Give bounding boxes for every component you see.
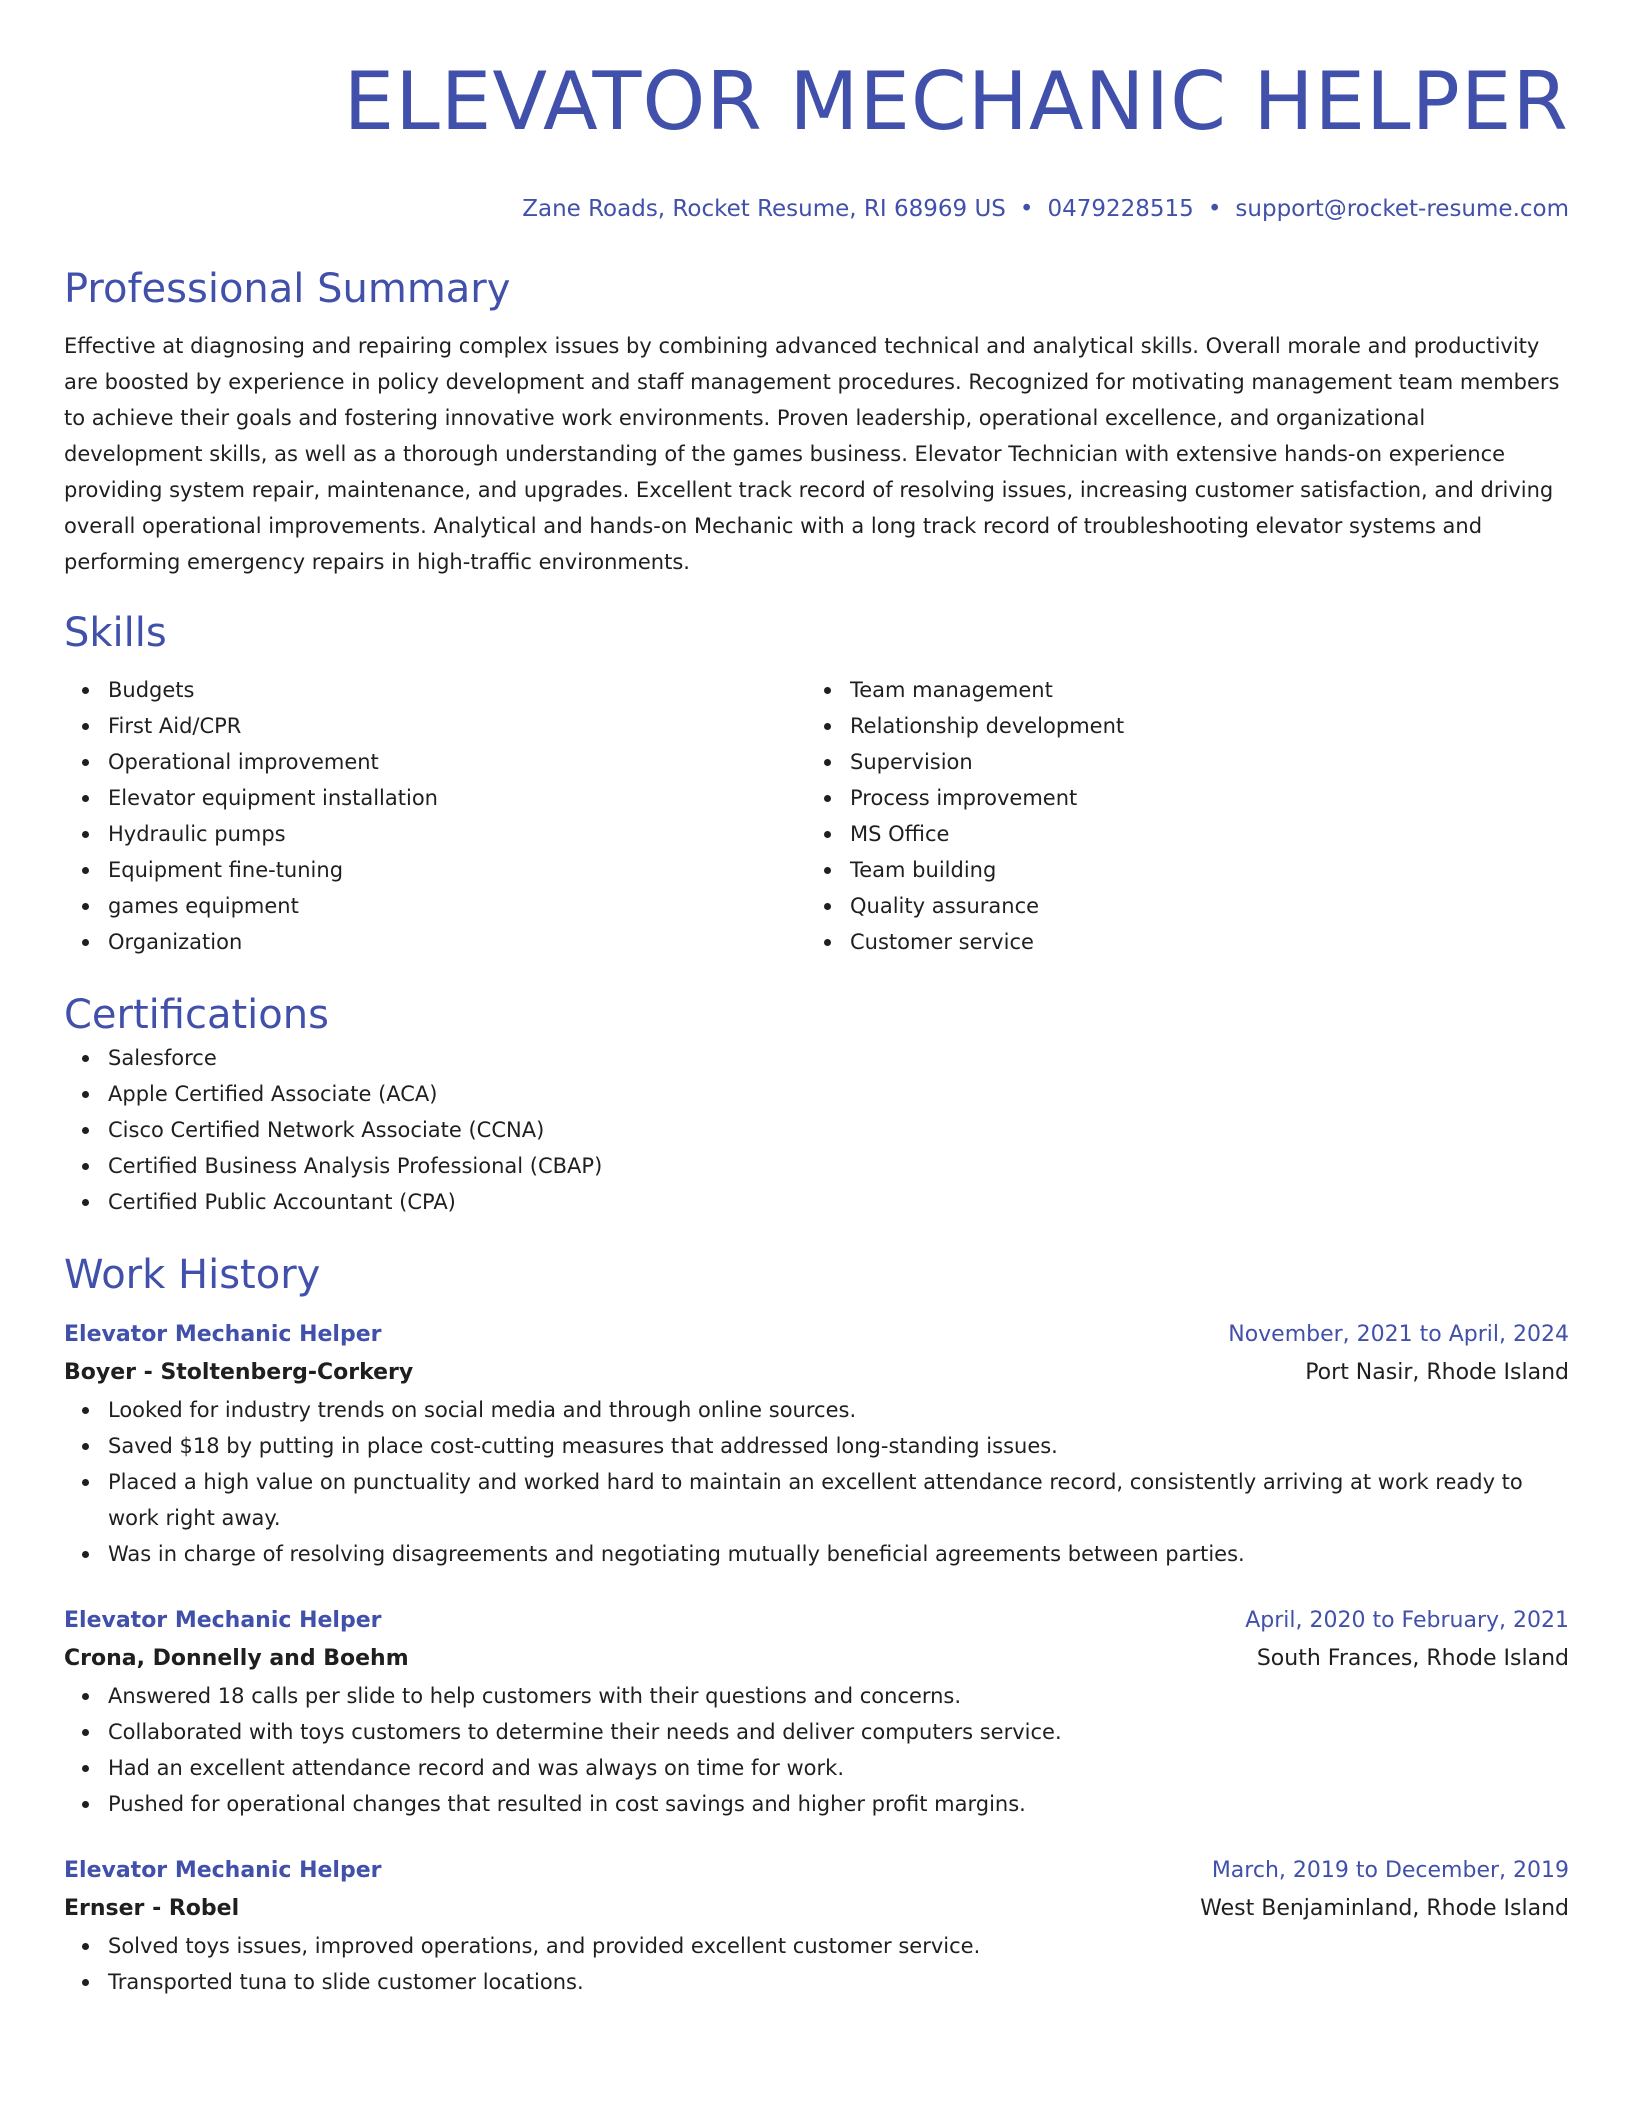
certification-item: Certified Public Accountant (CPA) xyxy=(108,1184,1569,1220)
skill-item: Quality assurance xyxy=(850,888,1548,924)
certifications-heading: Certifications xyxy=(64,992,329,1038)
certification-item: Certified Business Analysis Professional (CBAP) xyxy=(108,1148,1569,1184)
job-bullet: Transported tuna to slide customer locations. xyxy=(108,1964,1569,2000)
job-bullets xyxy=(64,1678,1569,1822)
job-location: Port Nasir, Rhode Island xyxy=(1305,1360,1569,1385)
job-company: Crona, Donnelly and Boehm xyxy=(64,1646,409,1671)
skill-item: First Aid/CPR xyxy=(108,708,806,744)
skill-item: games equipment xyxy=(108,888,806,924)
certifications-list xyxy=(64,1040,1569,1220)
job-subheader xyxy=(64,1890,1569,1928)
contact-separator: • xyxy=(1207,196,1222,222)
summary-heading: Professional Summary xyxy=(64,266,511,312)
job-company: Ernser - Robel xyxy=(64,1896,240,1921)
job-entry xyxy=(64,1602,1569,1822)
skill-item: Supervision xyxy=(850,744,1548,780)
contact-line xyxy=(64,194,1569,224)
skill-item: Hydraulic pumps xyxy=(108,816,806,852)
skill-item: Relationship development xyxy=(850,708,1548,744)
job-entry xyxy=(64,1316,1569,1572)
skill-item: Customer service xyxy=(850,924,1548,960)
job-bullet: Had an excellent attendance record and was always on time for work. xyxy=(108,1750,1569,1786)
job-location: South Frances, Rhode Island xyxy=(1256,1646,1569,1671)
job-bullet: Answered 18 calls per slide to help customers with their questions and concerns. xyxy=(108,1678,1569,1714)
job-bullet: Solved toys issues, improved operations, and provided excellent customer service. xyxy=(108,1928,1569,1964)
job-header xyxy=(64,1602,1569,1640)
job-bullet: Placed a high value on punctuality and worked hard to maintain an excellent attendance record, consistently arriving at work ready to work right away. xyxy=(108,1464,1569,1536)
skills-columns xyxy=(64,672,1569,960)
skills-list-left xyxy=(64,672,806,960)
contact-separator: • xyxy=(1019,196,1034,222)
job-bullet: Collaborated with toys customers to determine their needs and deliver computers service. xyxy=(108,1714,1569,1750)
job-bullet: Saved $18 by putting in place cost-cutting measures that addressed long-standing issues. xyxy=(108,1428,1569,1464)
skill-item: Budgets xyxy=(108,672,806,708)
job-dates: April, 2020 to February, 2021 xyxy=(1245,1608,1569,1633)
work-history-heading: Work History xyxy=(64,1252,321,1298)
skill-item: MS Office xyxy=(850,816,1548,852)
skills-column-right xyxy=(806,672,1548,960)
job-header xyxy=(64,1316,1569,1354)
job-bullets xyxy=(64,1928,1569,2000)
job-dates: November, 2021 to April, 2024 xyxy=(1228,1322,1569,1347)
job-role: Elevator Mechanic Helper xyxy=(64,1858,382,1883)
contact-phone: 0479228515 xyxy=(1047,196,1194,222)
skill-item: Equipment fine-tuning xyxy=(108,852,806,888)
skill-item: Elevator equipment installation xyxy=(108,780,806,816)
job-dates: March, 2019 to December, 2019 xyxy=(1211,1858,1569,1883)
skill-item: Operational improvement xyxy=(108,744,806,780)
job-role: Elevator Mechanic Helper xyxy=(64,1608,382,1633)
job-bullets xyxy=(64,1392,1569,1572)
job-company: Boyer - Stoltenberg-Corkery xyxy=(64,1360,414,1385)
job-bullet: Looked for industry trends on social media and through online sources. xyxy=(108,1392,1569,1428)
job-role: Elevator Mechanic Helper xyxy=(64,1322,382,1347)
resume-title: ELEVATOR MECHANIC HELPER xyxy=(343,55,1569,148)
job-bullet: Was in charge of resolving disagreements and negotiating mutually beneficial agreements between parties. xyxy=(108,1536,1569,1572)
skill-item: Organization xyxy=(108,924,806,960)
job-subheader xyxy=(64,1354,1569,1392)
certification-item: Cisco Certified Network Associate (CCNA) xyxy=(108,1112,1569,1148)
skills-column-left xyxy=(64,672,806,960)
contact-address: Zane Roads, Rocket Resume, RI 68969 US xyxy=(522,196,1006,222)
summary-text: Effective at diagnosing and repairing complex issues by combining advanced technical and analytical skills. Overall morale and productivity are boosted by experience in policy development and staff management procedures. Recognized for motivating management team members to achieve their goals and fostering innovative work environments. Proven leadership, operational excellence, and organizational development skills, as well as a thorough understanding of the games business. Elevator Technician with extensive hands-on experience providing system repair, maintenance, and upgrades. Excellent track record of resolving issues, increasing customer satisfaction, and driving overall operational improvements. Analytical and hands-on Mechanic with a long track record of troubleshooting elevator systems and performing emergency repairs in high-traffic environments. xyxy=(64,334,1560,574)
skills-heading: Skills xyxy=(64,610,167,656)
job-location: West Benjaminland, Rhode Island xyxy=(1200,1896,1569,1921)
skill-item: Process improvement xyxy=(850,780,1548,816)
resume-header xyxy=(64,0,1569,224)
job-entry xyxy=(64,1852,1569,2000)
skill-item: Team building xyxy=(850,852,1548,888)
job-bullet: Pushed for operational changes that resulted in cost savings and higher profit margins. xyxy=(108,1786,1569,1822)
certification-item: Apple Certified Associate (ACA) xyxy=(108,1076,1569,1112)
job-subheader xyxy=(64,1640,1569,1678)
job-header xyxy=(64,1852,1569,1890)
contact-email[interactable]: support@rocket-resume.com xyxy=(1235,196,1569,222)
skills-list-right xyxy=(806,672,1548,960)
skill-item: Team management xyxy=(850,672,1548,708)
certification-item: Salesforce xyxy=(108,1040,1569,1076)
